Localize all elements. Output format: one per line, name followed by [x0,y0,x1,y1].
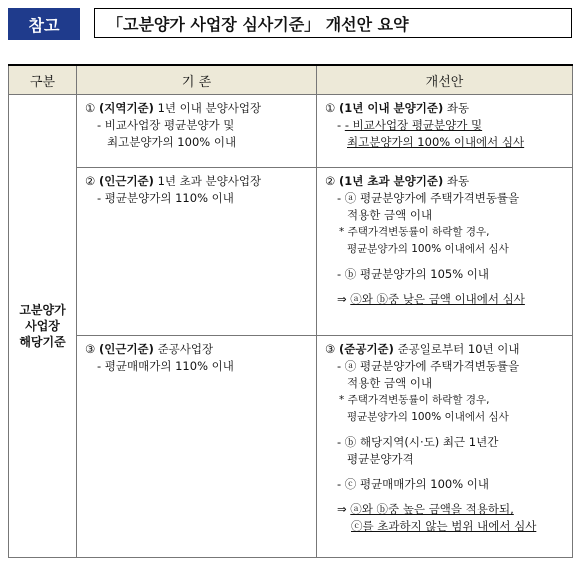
table-row [9,336,573,558]
criterion-detail: - ⓑ 해당지역(시·도) 최근 1년간 [337,435,499,449]
current-cell [77,168,317,336]
current-cell [77,336,317,558]
criterion-detail: - ⓑ 평균분양가의 105% 이내 [337,267,490,281]
criterion-desc: 1년 이내 분양사업장 [153,101,262,115]
criterion-name: (1년 초과 분양기준) [338,174,444,188]
category-line: 해당기준 [19,335,66,349]
arrow-icon: ⇒ [337,502,351,516]
criterion-name: (지역기준) [98,101,154,115]
column-header-current: 기 존 [77,65,317,95]
criterion-detail: - 평균분양가의 110% 이내 [97,191,234,205]
criterion-name: (인근기준) [98,342,154,356]
item-number: ③ [325,342,339,356]
criterion-detail: 적용한 금액 이내 [347,376,433,390]
criterion-desc: 준공사업장 [153,342,214,356]
table-row [9,168,573,336]
item-number: ① [85,101,99,115]
criterion-desc: 좌동 [443,174,470,188]
criterion-name: (1년 이내 분양기준) [338,101,444,115]
criterion-detail: - ⓒ 평균매매가의 100% 이내 [337,477,490,491]
item-number: ① [325,101,339,115]
current-cell [77,95,317,168]
criterion-detail: - 평균매매가의 110% 이내 [97,359,234,373]
criterion-note: * 주택가격변동률이 하락할 경우, [339,394,490,406]
header [8,8,572,40]
document-title: 「고분양가 사업장 심사기준」 개선안 요약 [94,8,572,38]
criterion-desc: 좌동 [443,101,470,115]
criterion-note: 평균분양가의 100% 이내에서 심사 [347,243,509,255]
criterion-detail: 적용한 금액 이내 [347,208,433,222]
criterion-detail: 최고분양가의 100% 이내에서 심사 [347,135,525,149]
proposed-cell [317,95,573,168]
criterion-note: * 주택가격변동률이 하락할 경우, [339,226,490,238]
proposed-cell [317,336,573,558]
criterion-name: (준공기준) [338,342,394,356]
criterion-detail: - ⓐ 평균분양가에 주택가격변동률을 [337,191,520,205]
criterion-detail: - 비교사업장 평균분양가 및 [97,118,235,132]
table-header-row [9,65,573,95]
criterion-conclusion: ⓒ를 초과하지 않는 범위 내에서 심사 [351,519,537,533]
criterion-detail: 평균분양가격 [347,452,414,466]
proposed-cell [317,168,573,336]
criterion-desc: 준공일로부터 10년 이내 [393,342,520,356]
category-line: 사업장 [25,319,60,333]
item-number: ② [85,174,99,188]
criterion-detail: 최고분양가의 100% 이내 [107,135,237,149]
criterion-note: 평균분양가의 100% 이내에서 심사 [347,411,509,423]
criterion-detail: - - 비교사업장 평균분양가 및 [337,118,483,132]
criterion-detail: - ⓐ 평균분양가에 주택가격변동률을 [337,359,520,373]
category-cell [9,95,77,558]
column-header-proposed: 개선안 [317,65,573,95]
criterion-conclusion: ⇒ ⓐ와 ⓑ중 낮은 금액 이내에서 심사 [337,292,525,306]
column-header-category: 구분 [9,65,77,95]
criterion-name: (인근기준) [98,174,154,188]
category-line: 고분양가 [19,303,66,317]
reference-badge: 참고 [8,8,80,40]
arrow-icon: ⇒ [337,292,351,306]
criterion-desc: 1년 초과 분양사업장 [153,174,262,188]
criterion-conclusion: ⇒ ⓐ와 ⓑ중 높은 금액을 적용하되, [337,502,514,516]
item-number: ② [325,174,339,188]
table-row [9,95,573,168]
item-number: ③ [85,342,99,356]
comparison-table [8,64,573,558]
